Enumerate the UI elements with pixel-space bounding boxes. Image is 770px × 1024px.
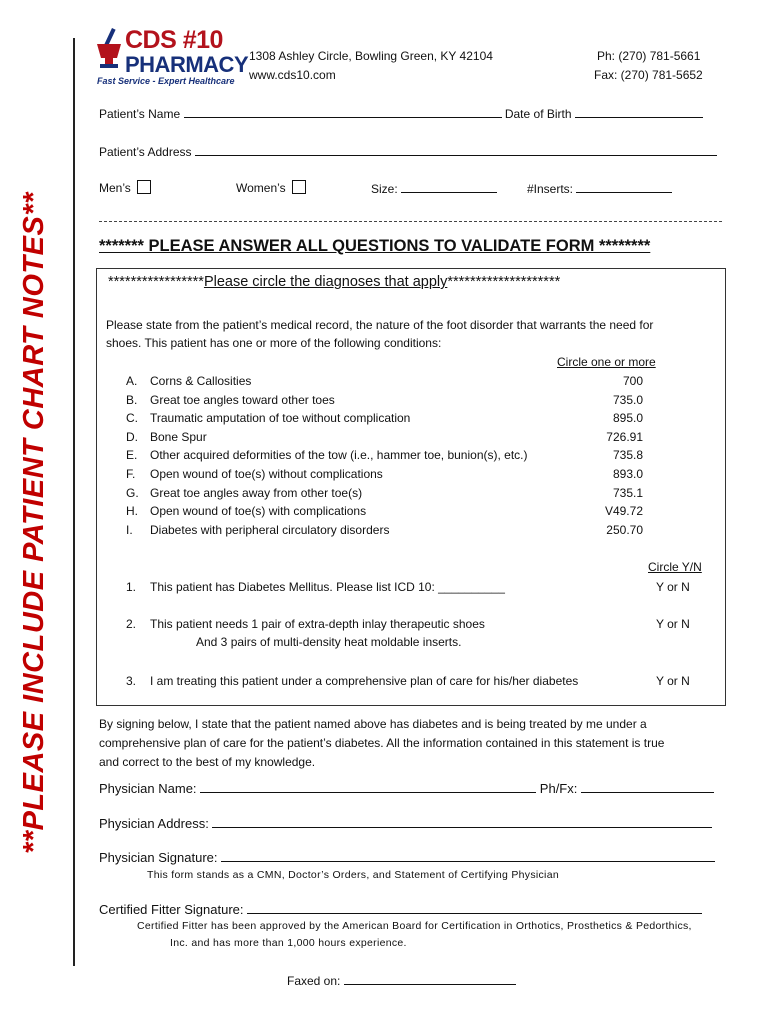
- intro-line1: Please state from the patient’s medical record, the nature of the foot disorder that warrants the need for: [106, 318, 654, 332]
- header-website[interactable]: www.cds10.com: [249, 68, 336, 82]
- diagnosis-letter: D.: [126, 429, 138, 444]
- diagnosis-text: Traumatic amputation of toe without complication: [150, 411, 411, 426]
- header-address: 1308 Ashley Circle, Bowling Green, KY 42104: [249, 49, 493, 63]
- question-number: 1.: [126, 580, 137, 594]
- inserts-row: [527, 180, 672, 196]
- diagnosis-item[interactable]: [126, 504, 366, 518]
- faxed-row: [287, 972, 516, 988]
- physician-signature-label: Physician Signature:: [99, 850, 218, 865]
- diagnosis-code[interactable]: 735.0: [612, 392, 643, 407]
- physician-signature-field[interactable]: [221, 849, 715, 862]
- diagnosis-item[interactable]: [126, 430, 207, 444]
- diagnosis-text: Other acquired deformities of the tow (i.e., hammer toe, bunion(s), etc.): [150, 448, 528, 463]
- inserts-field[interactable]: [576, 180, 672, 193]
- diagnosis-code[interactable]: 735.1: [612, 485, 643, 500]
- question-answer-yn[interactable]: Y or N: [656, 617, 690, 631]
- size-row: [371, 180, 497, 196]
- question-answer-yn[interactable]: Y or N: [656, 580, 690, 594]
- patient-address-row: [99, 143, 717, 159]
- diagnosis-letter: G.: [126, 485, 139, 500]
- fitter-signature-row: [99, 901, 702, 917]
- diagnosis-letter: C.: [126, 411, 138, 426]
- question-answer-yn[interactable]: Y or N: [656, 674, 690, 688]
- mens-checkbox[interactable]: [137, 180, 151, 194]
- diagnosis-letter: E.: [126, 448, 138, 463]
- diagnosis-code[interactable]: 893.0: [612, 467, 643, 481]
- diagnosis-letter: B.: [126, 392, 138, 407]
- womens-option: [236, 180, 306, 195]
- diagnosis-code[interactable]: 250.70: [606, 522, 643, 537]
- heading-stars-right: ********************: [447, 274, 561, 290]
- banner-text: ******* PLEASE ANSWER ALL QUESTIONS TO VALIDATE FORM ********: [99, 237, 651, 255]
- faxed-field[interactable]: [344, 972, 516, 985]
- dashed-divider: [99, 221, 722, 222]
- physician-name-label: Physician Name:: [99, 781, 197, 796]
- patient-name-label: Patient’s Name: [99, 107, 181, 121]
- diagnosis-code[interactable]: 895.0: [612, 411, 643, 426]
- diagnosis-text: Great toe angles away from other toe(s): [150, 485, 363, 500]
- question-number: 3.: [126, 674, 137, 688]
- question-text: This patient needs 1 pair of extra-depth inlay therapeutic shoes: [150, 617, 485, 631]
- circle-yn-label: Circle Y/N: [648, 560, 702, 574]
- fitter-signature-field[interactable]: [247, 901, 702, 914]
- diagnoses-heading-text: Please circle the diagnoses that apply: [203, 274, 448, 290]
- diagnosis-text: Open wound of toe(s) without complications: [150, 467, 383, 481]
- logo-name-line2: PHARMACY: [125, 52, 249, 77]
- header-fax: Fax: (270) 781-5652: [594, 68, 703, 82]
- inserts-label: #Inserts:: [527, 182, 574, 196]
- diagnosis-code[interactable]: 700: [622, 374, 643, 388]
- patient-address-label: Patient’s Address: [99, 145, 192, 159]
- diagnosis-code[interactable]: V49.72: [604, 504, 643, 519]
- physician-signature-row: [99, 849, 715, 865]
- diagnosis-text: Bone Spur: [150, 429, 207, 444]
- diagnosis-item[interactable]: [126, 393, 335, 407]
- mens-label: Men’s: [99, 181, 131, 195]
- phfx-field[interactable]: [581, 780, 714, 793]
- physician-address-field[interactable]: [212, 815, 712, 828]
- diagnosis-letter: F.: [126, 467, 136, 481]
- diagnosis-text: Great toe angles toward other toes: [150, 392, 335, 407]
- faxed-label: Faxed on:: [287, 974, 341, 988]
- question-item: [126, 580, 505, 594]
- pharmacy-logo: [95, 26, 249, 90]
- physician-address-row: [99, 815, 712, 831]
- diagnosis-code[interactable]: 726.91: [606, 429, 643, 444]
- diagnosis-item[interactable]: [126, 448, 528, 462]
- mens-option: [99, 180, 151, 195]
- physician-address-label: Physician Address:: [99, 816, 209, 831]
- question-text: I am treating this patient under a comprehensive plan of care for his/her diabetes: [150, 674, 579, 688]
- size-field[interactable]: [401, 180, 497, 193]
- physician-name-field[interactable]: [200, 780, 536, 793]
- statement-line1: By signing below, I state that the patient named above has diabetes and is being treated by me under a: [99, 717, 647, 731]
- statement-line2: comprehensive plan of care for the patient’s diabetes. All the information contained in this statement is true: [99, 736, 665, 750]
- diagnosis-letter: I.: [126, 522, 133, 537]
- validate-banner: [99, 237, 724, 256]
- statement-line3: and correct to the best of my knowledge.: [99, 755, 316, 769]
- diagnosis-code[interactable]: 735.8: [612, 448, 643, 463]
- cmn-note: This form stands as a CMN, Doctor’s Orders, and Statement of Certifying Physician: [147, 869, 559, 881]
- heading-stars-left: *****************: [108, 274, 204, 290]
- womens-checkbox[interactable]: [292, 180, 306, 194]
- header-phone: Ph: (270) 781-5661: [597, 49, 701, 63]
- diagnosis-item[interactable]: [126, 467, 383, 481]
- diagnosis-letter: H.: [126, 504, 138, 519]
- diagnosis-item[interactable]: [126, 486, 362, 500]
- dob-label: Date of Birth: [504, 107, 572, 121]
- womens-label: Women’s: [236, 181, 286, 195]
- dob-field[interactable]: [575, 105, 703, 118]
- fitter-note-line2: Inc. and has more than 1,000 hours experience.: [170, 937, 407, 949]
- patient-name-row: [99, 105, 703, 121]
- question-item: [126, 617, 485, 631]
- question-item: [126, 674, 578, 688]
- vertical-rule: [73, 38, 75, 966]
- mortar-pestle-icon: [95, 28, 123, 72]
- diagnosis-text: Diabetes with peripheral circulatory disorders: [150, 522, 390, 537]
- size-label: Size:: [371, 182, 398, 196]
- diagnosis-item[interactable]: [126, 523, 389, 537]
- fitter-note-line1: Certified Fitter has been approved by the American Board for Certification in Orthotics, Prosthetics & Pedorthics,: [137, 920, 692, 932]
- intro-line2: shoes. This patient has one or more of the following conditions:: [106, 336, 442, 350]
- phfx-label: Ph/Fx:: [539, 781, 578, 796]
- patient-address-field[interactable]: [195, 143, 717, 156]
- diagnoses-heading: [108, 274, 560, 290]
- diagnosis-letter: A.: [126, 374, 138, 388]
- question-number: 2.: [126, 617, 137, 631]
- logo-name-line1: CDS #10: [125, 26, 223, 54]
- question-text-continued: And 3 pairs of multi-density heat moldable inserts.: [196, 635, 462, 649]
- diagnosis-item[interactable]: [126, 411, 410, 425]
- circle-one-label: Circle one or more: [557, 355, 656, 369]
- logo-tagline: Fast Service - Expert Healthcare: [97, 76, 235, 86]
- side-note-chart-notes: **PLEASE INCLUDE PATIENT CHART NOTES**: [18, 192, 50, 854]
- physician-name-row: [99, 780, 714, 796]
- diagnosis-text: Open wound of toe(s) with complications: [150, 504, 367, 519]
- question-text: This patient has Diabetes Mellitus. Please list ICD 10: __________: [150, 580, 505, 594]
- fitter-signature-label: Certified Fitter Signature:: [99, 902, 244, 917]
- diagnosis-item[interactable]: [126, 374, 251, 388]
- patient-name-field[interactable]: [184, 105, 502, 118]
- diagnosis-text: Corns & Callosities: [150, 374, 252, 388]
